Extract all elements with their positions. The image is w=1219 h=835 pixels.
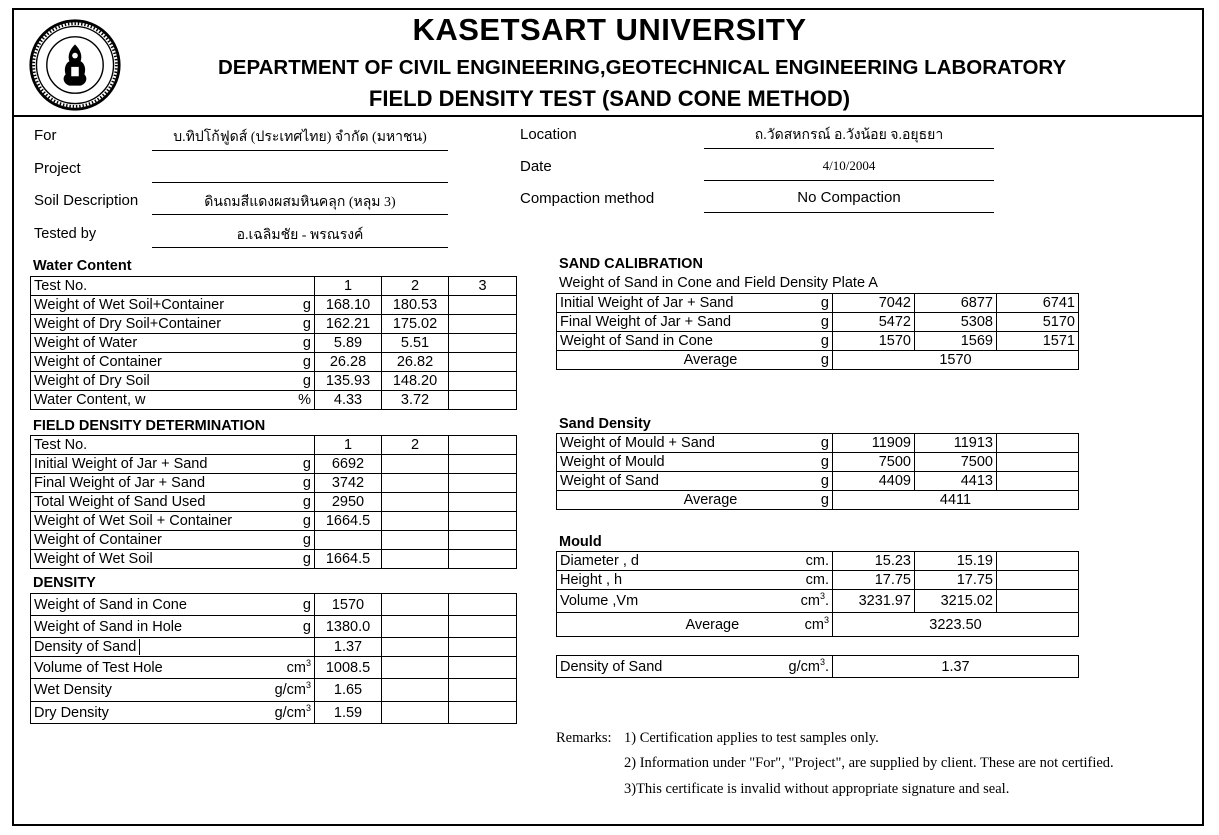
table-row: Final Weight of Jar + Sand g 5472 5308 5170: [557, 313, 1079, 332]
table-row: Weight of Mould g 7500 7500: [557, 453, 1079, 472]
table-row: Dry Density $g/cm^3$ 1.59: [31, 702, 517, 724]
table-header-row: Test No. 1 2: [31, 436, 517, 455]
table-row: Weight of Dry Soil g 135.93 148.20: [31, 372, 517, 391]
water-content-title: Water Content: [33, 258, 132, 274]
field-density-title: FIELD DENSITY DETERMINATION: [33, 418, 266, 434]
date-label: Date: [520, 158, 552, 175]
remark-item: 1) Certification applies to test samples only.: [624, 730, 879, 746]
table-row: Weight of Container g: [31, 531, 517, 550]
soil-description-value: ดินถมสีแดงผสมหินคลุก (หลุม 3): [204, 195, 396, 210]
project-label: Project: [34, 160, 81, 177]
table-row: Weight of Sand in Cone g 1570: [31, 594, 517, 616]
sand-density-table: [556, 433, 1079, 510]
location-label: Location: [520, 126, 577, 143]
table-row: Volume ,Vm $cm^3$. 3231.97 3215.02: [557, 590, 1079, 613]
compaction-method-label: Compaction method: [520, 190, 655, 207]
table-row: Initial Weight of Jar + Sand g 7042 6877 6741: [557, 294, 1079, 313]
table-row: Weight of Dry Soil+Container g 162.21 175.02: [31, 315, 517, 334]
density-table: [30, 593, 517, 724]
location-underline: [704, 148, 994, 149]
table-row: Density of Sand $g/cm^3$. 1.37: [557, 656, 1079, 678]
table-row: Weight of Wet Soil + Container g 1664.5: [31, 512, 517, 531]
sand-calibration-subtitle: Weight of Sand in Cone and Field Density Plate A: [559, 275, 878, 291]
table-header-row: Test No. 1 2 3: [31, 277, 517, 296]
location-value: ถ.วัดสหกรณ์ อ.วังน้อย จ.อยุธยา: [754, 128, 944, 143]
mould-title: Mould: [559, 534, 602, 550]
table-row: Initial Weight of Jar + Sand g 6692: [31, 455, 517, 474]
average-row: Average $cm^3$ 3223.50: [557, 613, 1079, 637]
table-row: Height , h cm. 17.75 17.75: [557, 571, 1079, 590]
department-title: DEPARTMENT OF CIVIL ENGINEERING,GEOTECHNICAL ENGINEERING LABORATORY: [218, 56, 1067, 79]
sand-calibration-table: [556, 293, 1079, 370]
compaction-method-value: No Compaction: [797, 189, 901, 206]
soil-description-label: Soil Description: [34, 192, 139, 209]
table-row: Weight of Sand in Cone g 1570 1569 1571: [557, 332, 1079, 351]
table-row: Diameter , d cm. 15.23 15.19: [557, 552, 1079, 571]
for-underline: [152, 150, 448, 151]
remarks-label: Remarks:: [556, 730, 612, 746]
table-row: Weight of Container g 26.28 26.82: [31, 353, 517, 372]
test-title: FIELD DENSITY TEST (SAND CONE METHOD): [368, 86, 851, 111]
for-value: บ.ทิปโก้ฟูดส์ (ประเทศไทย) จำกัด (มหาชน): [173, 130, 427, 145]
date-underline: [704, 180, 994, 181]
density-title: DENSITY: [33, 575, 96, 591]
table-row: Weight of Wet Soil+Container g 168.10 180.53: [31, 296, 517, 315]
sand-calibration-title: SAND CALIBRATION: [559, 256, 703, 272]
compaction-method-underline: [704, 212, 994, 213]
sand-density-title: Sand Density: [559, 416, 651, 432]
water-content-table: [30, 276, 517, 410]
average-row: Average g 1570: [557, 351, 1079, 370]
table-row: Wet Density $g/cm^3$ 1.65: [31, 679, 517, 702]
remark-item: 3)This certificate is invalid without appropriate signature and seal.: [624, 781, 1010, 797]
tested-by-value: อ.เฉลิมชัย - พรณรงค์: [236, 228, 364, 243]
table-row: Weight of Water g 5.89 5.51: [31, 334, 517, 353]
date-value: 4/10/2004: [822, 158, 876, 173]
table-row: Weight of Sand g 4409 4413: [557, 472, 1079, 491]
table-row: Density of Sand 1.37: [31, 638, 517, 657]
table-row: Weight of Sand in Hole g 1380.0: [31, 616, 517, 638]
soil-description-underline: [152, 214, 448, 215]
table-row: Final Weight of Jar + Sand g 3742: [31, 474, 517, 493]
header-divider: [12, 115, 1204, 117]
table-row: Weight of Wet Soil g 1664.5: [31, 550, 517, 569]
table-row: Volume of Test Hole $cm^3$ 1008.5: [31, 657, 517, 679]
density-of-sand-table: [556, 655, 1079, 678]
table-row: Water Content, w % 4.33 3.72: [31, 391, 517, 410]
mould-table: [556, 551, 1079, 637]
tested-by-label: Tested by: [34, 226, 97, 242]
university-title: KASETSART UNIVERSITY: [412, 12, 807, 47]
project-underline: [152, 182, 448, 183]
tested-by-underline: [152, 247, 448, 248]
table-row: Total Weight of Sand Used g 2950: [31, 493, 517, 512]
average-row: Average g 4411: [557, 491, 1079, 510]
table-row: Weight of Mould + Sand g 11909 11913: [557, 434, 1079, 453]
remark-item: 2) Information under "For", "Project", are supplied by client. These are not certified.: [624, 755, 1114, 771]
field-density-table: [30, 435, 517, 569]
for-label: For: [34, 127, 57, 144]
